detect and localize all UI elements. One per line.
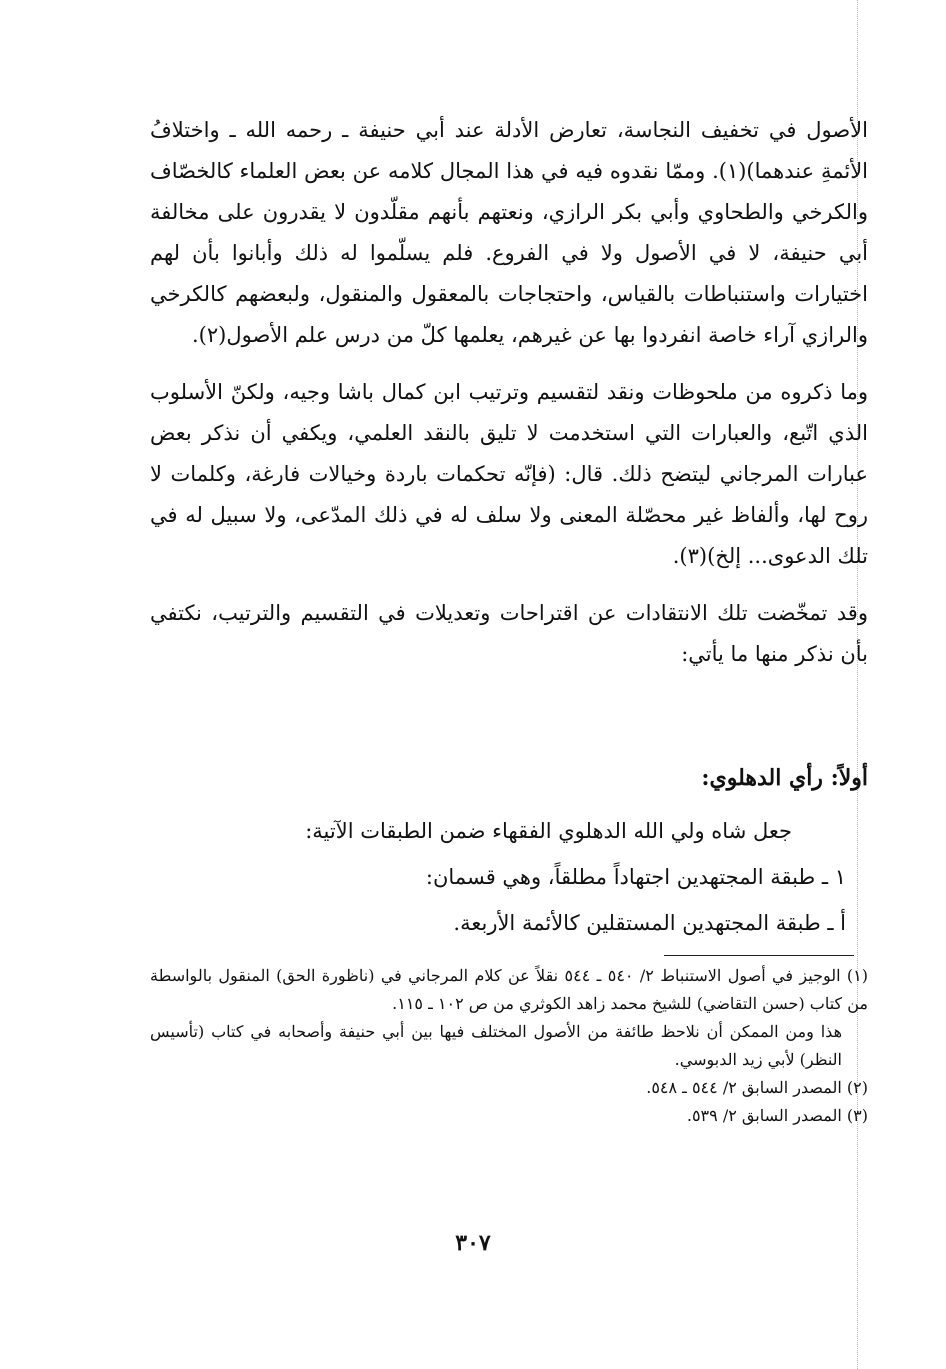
footnote-divider	[664, 955, 854, 956]
page-number: ٣٠٧	[455, 1230, 491, 1256]
footnote-2: (٢) المصدر السابق ٢/ ٥٤٤ ـ ٥٤٨.	[646, 1078, 868, 1097]
paragraph-3: وقد تمخّضت تلك الانتقادات عن اقتراحات وتعديلات في التقسيم والترتيب، نكتفي بأن نذكر منها ما يأتي:	[150, 601, 868, 666]
list-intro: جعل شاه ولي الله الدهلوي الفقهاء ضمن الطبقات الآتية:	[305, 819, 792, 843]
paragraph-2: وما ذكروه من ملحوظات ونقد لتقسيم وترتيب ابن كمال باشا وجيه، ولكنّ الأسلوب الذي اتّبع، والعبارات التي استخدمت لا تليق بالنقد العلمي، ويكفي أن نذكر بعض عبارات المرجاني ليتضح ذلك. قال: (فإنّه تحكمات باردة وخيالات فارغة، وكلمات لا روح لها، وألفاظ غير محصّلة المعنى ولا سلف له في ذلك المدّعى، ولا سبيل له في تلك الدعوى... إلخ)(٣).	[150, 380, 868, 568]
footnote-1: (١) الوجيز في أصول الاستنباط ٢/ ٥٤٠ ـ ٥٤٤ نقلاً عن كلام المرجاني في (ناظورة الحق) المنقول بالواسطة من كتاب (حسن التقاضي) للشيخ محمد زاهد الكوثري من ص ١٠٢ ـ ١١٥.	[150, 966, 869, 1013]
footnote-1-continued: هذا ومن الممكن أن نلاحظ طائفة من الأصول المختلف فيها بين أبي حنيفة وأصحابه في كتاب (تأسيس النظر) لأبي زيد الدبوسي.	[150, 1022, 842, 1069]
footnote-3: (٣) المصدر السابق ٢/ ٥٣٩.	[686, 1106, 868, 1125]
main-text	[150, 110, 868, 675]
tiers-list	[150, 808, 868, 946]
list-item-1: ١ ـ طبقة المجتهدين اجتهاداً مطلقاً، وهي قسمان:	[425, 865, 846, 889]
section-heading: أولاً: رأي الدهلوي:	[701, 765, 868, 791]
paragraph-1: الأصول في تخفيف النجاسة، تعارض الأدلة عند أبي حنيفة ـ رحمه الله ـ واختلافُ الأئمةِ عندهما)(١). وممّا نقدوه فيه في هذا المجال كلامه عن بعض العلماء كالخصّاف والكرخي والطحاوي وأبي بكر الرازي، ونعتهم بأنهم مقلّدون لا يقدرون على مخالفة أبي حنيفة، لا في الأصول ولا في الفروع. فلم يسلّموا له ذلك وأبانوا بأن لهم اختيارات واستنباطات بالقياس، واحتجاجات بالمعقول والمنقول، ولبعضهم كالكرخي والرازي آراء خاصة انفردوا بها عن غيرهم، يعلمها كلّ من درس علم الأصول(٢).	[150, 118, 869, 347]
footnotes	[150, 962, 868, 1130]
list-item-1a: أ ـ طبقة المجتهدين المستقلين كالأئمة الأربعة.	[453, 911, 846, 935]
